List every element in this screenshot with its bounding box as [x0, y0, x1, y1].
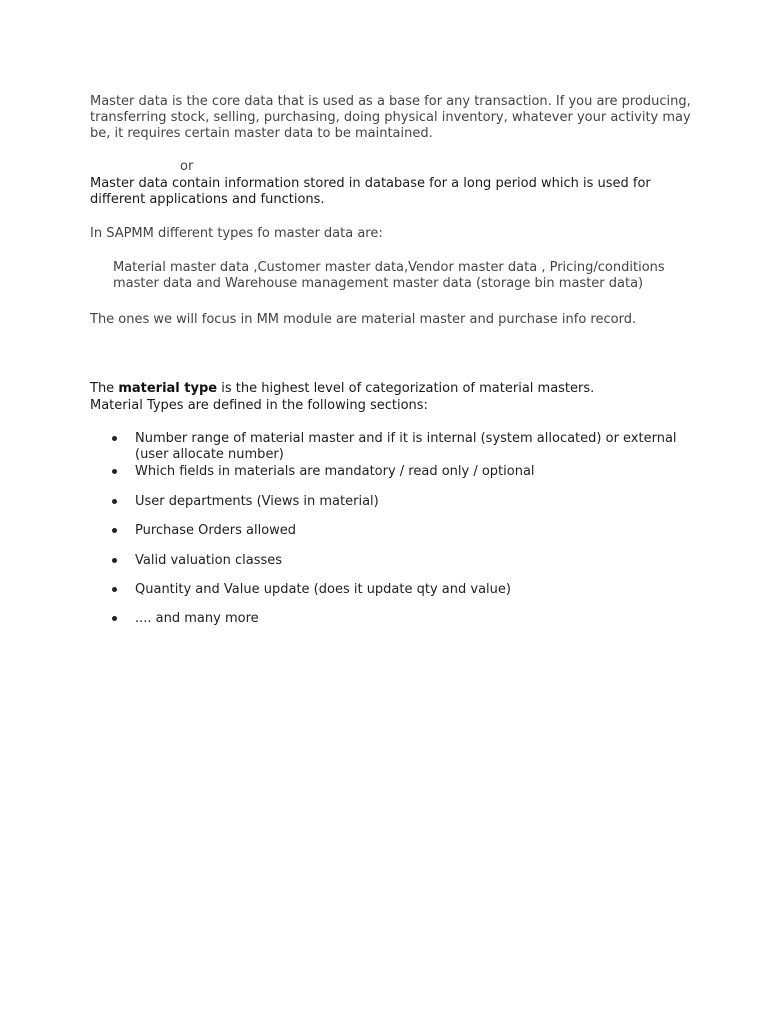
bullet-icon: [112, 528, 117, 533]
bullet-icon: [112, 587, 117, 592]
bullet-icon: [112, 616, 117, 621]
material-type-prefix: The: [90, 381, 119, 396]
alt-definition-line-2: different applications and functions.: [90, 192, 325, 207]
bullet-4-text: Purchase Orders allowed: [135, 523, 297, 538]
bullet-6-text: Quantity and Value update (does it update qty and value): [135, 582, 511, 597]
types-intro: In SAPMM different types fo master data are:: [90, 226, 383, 241]
bullet-3-text: User departments (Views in material): [135, 494, 379, 509]
material-type-sentence: [90, 381, 594, 397]
bullet-7-text: .... and many more: [135, 611, 259, 626]
bullet-icon: [112, 499, 117, 504]
types-list-line-1: Material master data ,Customer master data,Vendor master data , Pricing/conditions: [113, 260, 665, 275]
material-types-defined-line: Material Types are defined in the following sections:: [90, 398, 428, 413]
bullet-1-line-1: Number range of material master and if it is internal (system allocated) or external: [135, 431, 677, 446]
bullet-1-line-2: (user allocate number): [135, 447, 284, 462]
bullet-icon: [112, 469, 117, 474]
material-type-suffix: is the highest level of categorization of material masters.: [217, 381, 595, 396]
or-separator: or: [180, 159, 194, 174]
material-type-bold-term: material type: [118, 381, 218, 396]
types-list-line-2: master data and Warehouse management master data (storage bin master data): [113, 276, 644, 291]
focus-line: The ones we will focus in MM module are material master and purchase info record.: [90, 312, 637, 327]
intro-line-1: Master data is the core data that is used as a base for any transaction. If you are producing,: [90, 94, 691, 109]
bullet-5-text: Valid valuation classes: [135, 553, 283, 568]
bullet-icon: [112, 436, 117, 441]
bullet-icon: [112, 558, 117, 563]
alt-definition-line-1: Master data contain information stored in database for a long period which is used for: [90, 176, 651, 191]
intro-line-2: transferring stock, selling, purchasing, doing physical inventory, whatever your activity may: [90, 110, 691, 125]
intro-line-3: be, it requires certain master data to be maintained.: [90, 126, 433, 141]
bullet-2-text: Which fields in materials are mandatory / read only / optional: [135, 464, 535, 479]
